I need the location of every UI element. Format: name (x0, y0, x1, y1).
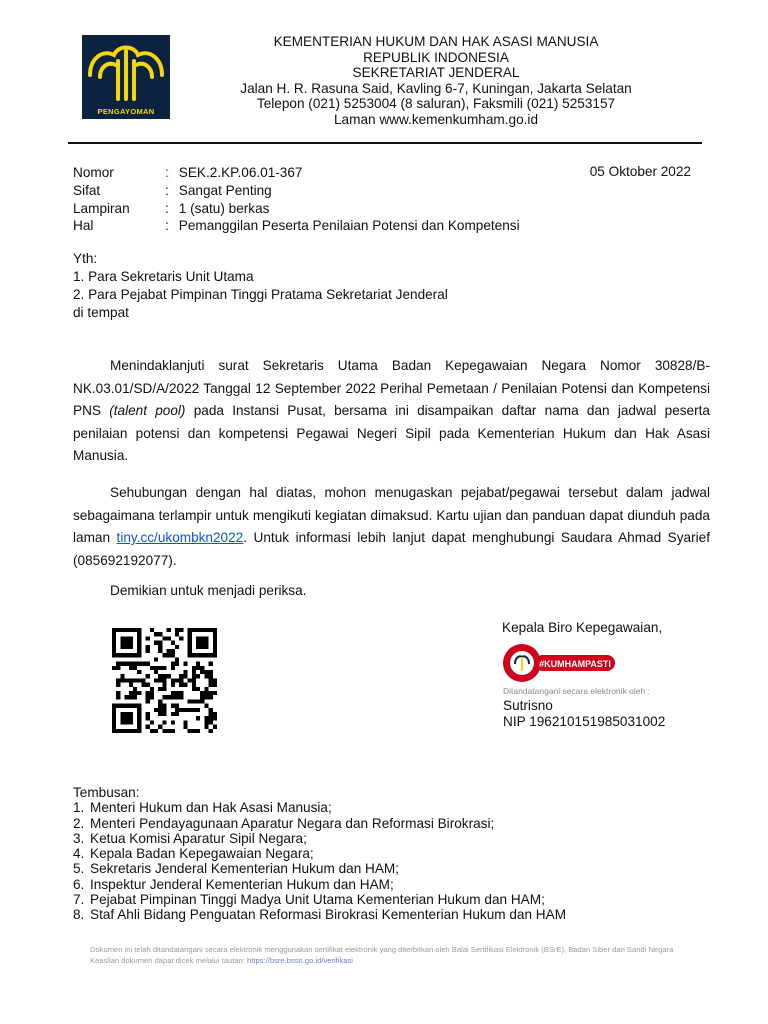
sifat-value: Sangat Penting (178, 183, 272, 198)
body-paragraph-2: Sehubungan dengan hal diatas, mohon menugaskan pejabat/pegawai tersebut dalam jadwal sebagaimana terlampir untuk mengikuti kegiatan dimaksud. Kartu ujian dan panduan dapat diunduh pada laman tiny.cc/ukombkn2022. Untuk informasi lebih lanjut dapat menghubungi Saudara Ahmad Syarief (085692192077). (73, 485, 710, 568)
addressee-block (73, 250, 448, 322)
addressee-place: di tempat (73, 305, 129, 320)
meta-nomor (73, 164, 302, 182)
sifat-colon: : (165, 183, 169, 198)
meta-sifat (73, 182, 272, 200)
salutation: Yth: (73, 251, 98, 266)
download-link[interactable]: tiny.cc/ukombkn2022 (116, 530, 244, 546)
addressee-item: 2. Para Pejabat Pimpinan Tinggi Pratama Sekretariat Jenderal (73, 287, 448, 302)
signatory-title: Kepala Biro Kepegawaian, (502, 620, 663, 635)
body-paragraph-3: Demikian untuk menjadi periksa. (110, 583, 307, 598)
tembusan-item: 6. Inspektur Jenderal Kementerian Hukum dan HAM; (73, 876, 394, 892)
letterhead-text (190, 34, 682, 128)
ministry-name: KEMENTERIAN HUKUM DAN HAK ASASI MANUSIA (273, 34, 599, 49)
esign-note: Ditandatangani secara elektronik oleh : (503, 686, 650, 696)
tembusan-item: 7. Pejabat Pimpinan Tinggi Madya Unit Utama Kementerian Hukum dan HAM; (73, 892, 545, 908)
ministry-logo (82, 35, 170, 119)
pengayoman-tree-icon (82, 35, 170, 105)
esign-stamp (501, 642, 617, 684)
esign-footer (90, 944, 700, 966)
signer-nip: NIP 196210151985031002 (503, 714, 666, 729)
country-name: REPUBLIK INDONESIA (363, 49, 509, 65)
tembusan-list (73, 800, 566, 922)
meta-lampiran (73, 200, 269, 218)
hal-label: Hal (73, 218, 94, 233)
phone-fax: Telepon (021) 5253004 (8 saluran), Faksmili (021) 5253157 (256, 96, 616, 112)
stamp-label: #KUMHAMPASTI (539, 659, 611, 669)
tembusan-heading: Tembusan: (73, 785, 140, 800)
logo-caption: PENGAYOMAN (97, 107, 155, 116)
letterhead-divider (68, 142, 702, 144)
letter-date: 05 Oktober 2022 (589, 164, 691, 179)
tembusan-item: 1. Menteri Hukum dan Hak Asasi Manusia; (73, 800, 332, 816)
lampiran-label: Lampiran (73, 201, 130, 216)
tembusan-item: 2. Menteri Pendayagunaan Aparatur Negara dan Reformasi Birokrasi; (73, 815, 495, 831)
tembusan-item: 3. Ketua Komisi Aparatur Sipil Negara; (73, 830, 307, 846)
tembusan-item: 4. Kepala Badan Kepegawaian Negara; (73, 846, 314, 862)
signer-name: Sutrisno (503, 698, 553, 713)
hal-colon: : (165, 218, 169, 233)
verification-link[interactable]: https://bsre.bssn.go.id/verifikasi (247, 956, 353, 965)
nomor-label: Nomor (73, 165, 114, 180)
tembusan-item: 5. Sekretaris Jenderal Kementerian Hukum dan HAM; (73, 861, 400, 877)
footer-line-2: Keaslian dokumen dapat dicek melalui tautan: https://bsre.bssn.go.id/verifikasi (90, 956, 353, 965)
body-paragraph-1: Menindaklanjuti surat Sekretaris Utama Badan Kepegawaian Negara Nomor 30828/B-NK.03.01/SD/A/2022 Tanggal 12 September 2022 Perihal Pemetaan / Penilaian Potensi dan Kompetensi PNS (talent pool) pada Instansi Pusat, bersama ini disampaikan daftar nama dan jadwal peserta penilaian potensi dan kompetensi Pegawai Negeri Sipil pada Kementerian Hukum dan Hak Asasi Manusia. (73, 358, 710, 464)
address: Jalan H. R. Rasuna Said, Kavling 6-7, Kuningan, Jakarta Selatan (240, 80, 632, 96)
lampiran-colon: : (165, 201, 169, 216)
qr-code (112, 628, 217, 733)
hal-value: Pemanggilan Peserta Penilaian Potensi dan Kompetensi (178, 218, 520, 233)
sifat-label: Sifat (73, 183, 101, 198)
lampiran-value: 1 (satu) berkas (178, 201, 270, 216)
website: Laman www.kemenkumham.go.id (334, 111, 538, 127)
unit-name: SEKRETARIAT JENDERAL (352, 65, 520, 81)
addressee-item: 1. Para Sekretaris Unit Utama (73, 269, 254, 284)
tembusan-item: 8. Staf Ahli Bidang Penguatan Reformasi Birokrasi Kementerian Hukum dan HAM (73, 907, 567, 923)
nomor-colon: : (165, 165, 169, 180)
footer-line-1: Dokumen ini telah ditandatangani secara elektronik menggunakan sertifikat elektronik yang diterbitkan oleh Balai Sertifikasi Elektronik (BSrE), Badan Siber dan Sandi Negara (90, 945, 674, 954)
nomor-value: SEK.2.KP.06.01-367 (178, 165, 303, 180)
tembusan-block (73, 785, 566, 923)
meta-hal (73, 217, 520, 235)
